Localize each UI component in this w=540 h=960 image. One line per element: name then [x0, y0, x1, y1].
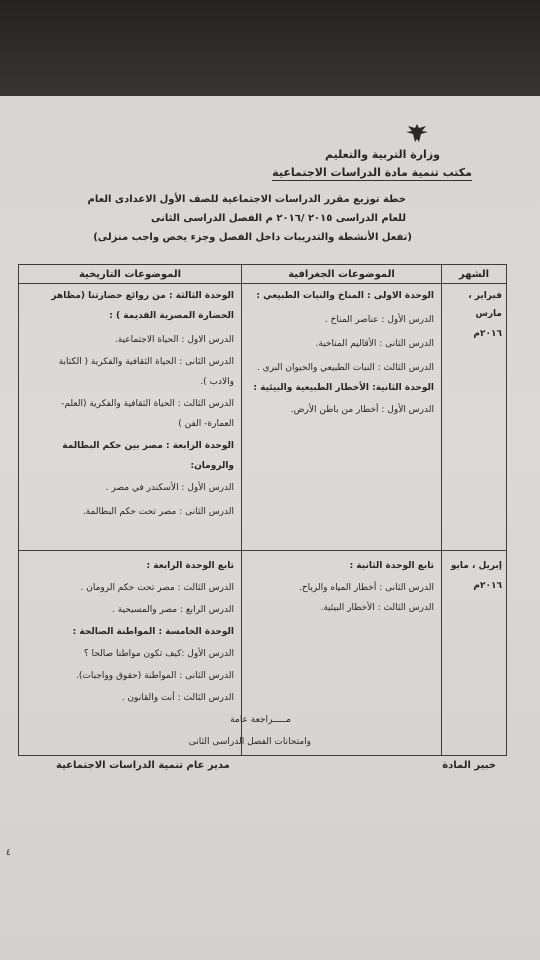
- photo-background: [0, 0, 540, 110]
- document-page: [0, 96, 540, 960]
- month-text: ٢٠١٦م: [473, 581, 502, 591]
- hist-line: الوحدة الرابعة : مصر بين حكم البطالمة: [62, 441, 234, 451]
- hist-line: تابع الوحدة الرابعة :: [146, 561, 234, 571]
- hist-line: الدرس الاول : الحياة الاجتماعية.: [114, 335, 234, 345]
- row-divider: [19, 550, 506, 551]
- hist-line: الحضارة المصرية القديمة ) :: [109, 311, 234, 321]
- month-text: إبريل ، مايو: [450, 561, 502, 571]
- plan-note: (تفعل الأنشطة والتدريبات داخل الفصل وجزء يخص واجب منزلى): [93, 232, 412, 243]
- expert-signature-label: خبير المادة: [442, 760, 496, 771]
- column-divider: [441, 265, 442, 755]
- hist-line: الدرس الثانى : المواطنة (حقوق وواجبات).: [76, 671, 234, 681]
- plan-table: [18, 264, 507, 756]
- hist-line: الدرس الرابع : مصر والمسيحية .: [112, 605, 234, 615]
- header-divider: [19, 283, 506, 284]
- hist-line: الدرس الثالث : أنت والقانون .: [121, 693, 234, 703]
- month-text: فبراير ،: [468, 291, 502, 301]
- eagle-emblem-icon: [404, 122, 430, 144]
- geo-line: الدرس الثانى : أخطار المياه والرياح.: [299, 583, 434, 593]
- hist-line: الدرس الثانى : مصر تحت حكم البطالمة.: [82, 507, 234, 517]
- hist-line: والرومان:: [190, 461, 234, 471]
- geo-line: الوحدة الاولى : المناخ والنبات الطبيعي :: [256, 291, 434, 301]
- geo-line: الدرس الأول : عناصر المناخ .: [324, 315, 434, 325]
- geo-line: الوحدة الثانية: الأخطار الطبيعية والبيئية :: [253, 383, 434, 393]
- geo-line: الدرس الثالث : الأخطار البيئية.: [320, 603, 434, 613]
- plan-title: خطة توزيع مقرر الدراسات الاجتماعية للصف الأول الاعدادى العام: [87, 194, 406, 205]
- hist-line: الدرس الثالث : الحياة الثقافية والفكرية (العلم-: [61, 399, 234, 409]
- hist-line: العمارة- الفن ): [178, 419, 234, 429]
- hist-line: الوحدة الثالثة : من روائع حضارتنا (مظاهر: [51, 291, 234, 301]
- office-name: مكتب تنمية مادة الدراسات الاجتماعية: [272, 166, 472, 179]
- geo-line: الدرس الثانى : الأقاليم المناخية.: [315, 339, 434, 349]
- exams-line: وامتحانات الفصل الدراسى الثانى: [188, 737, 311, 747]
- hist-line: والادب ).: [200, 377, 234, 387]
- page-number: ٤: [6, 848, 11, 858]
- header-month: الشهر: [458, 269, 490, 280]
- geo-line: الدرس الأول : أخطار من باطن الأرض.: [290, 405, 434, 415]
- hist-line: الدرس الثانى : الحياة الثقافية والفكرية ( الكتابة: [58, 357, 234, 367]
- plan-year: للعام الدراسى ٢٠١٥ /٢٠١٦ م الفصل الدراسى الثانى: [150, 213, 406, 224]
- ministry-name: وزارة التربية والتعليم: [325, 148, 440, 161]
- director-signature-label: مدير عام تنمية الدراسات الاجتماعية: [56, 760, 230, 771]
- review-line: مـــــراجعة عامة: [230, 715, 291, 725]
- month-text: ٢٠١٦م: [473, 329, 502, 339]
- header-history: الموضوعات التاريخية: [78, 269, 182, 280]
- hist-line: الدرس الثالث : مصر تحت حكم الرومان .: [80, 583, 234, 593]
- column-divider: [241, 265, 242, 755]
- hist-line: الوحدة الخامسة : المواطنة الصالحة :: [72, 627, 234, 637]
- geo-line: الدرس الثالث : النبات الطبيعي والحيوان البري .: [256, 363, 434, 373]
- header-geography: الموضوعات الجغرافية: [288, 269, 395, 280]
- hist-line: الدرس الأول : الأسكندر في مصر .: [105, 483, 234, 493]
- month-text: مارس: [475, 309, 502, 319]
- hist-line: الدرس الأول :كيف تكون مواطنا صالحا ؟: [83, 649, 234, 659]
- geo-line: تابع الوحدة الثانية :: [349, 561, 434, 571]
